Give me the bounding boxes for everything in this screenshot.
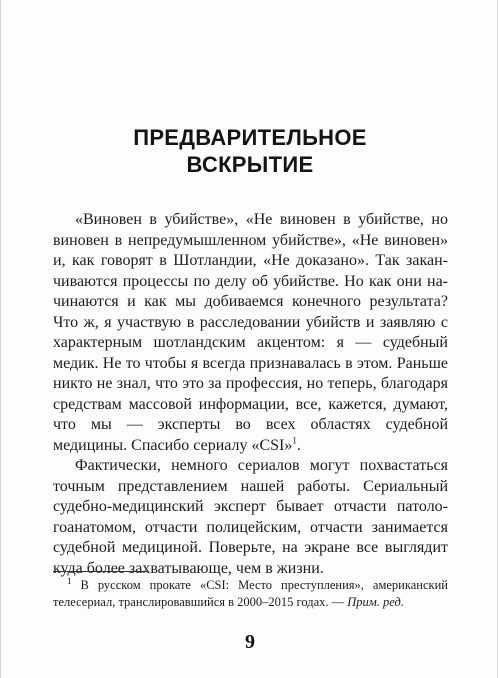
footnote xyxy=(53,577,448,610)
footnote-body: В русском прокате «CSI: Место преступления», американский телесериал, транслировавшийся в 2000–2015 годах. — xyxy=(53,578,448,609)
editor-note: Прим. ред. xyxy=(347,594,404,609)
chapter-title-line-2: ВСКРЫТИЕ xyxy=(186,152,314,177)
chapter-title-line-1: ПРЕДВАРИТЕЛЬНОЕ xyxy=(133,125,367,150)
footnote-separator xyxy=(53,571,147,572)
paragraph-2: Фактически, немного сериалов могут похвастаться точным представлением нашей работы. Сериальный судебно-медицинский эксперт бывает отчасти патологоанатомом, отчасти полицейским, отчасти занимается судебной медициной. Поверьте, на экране все выглядит куда более захватывающе, чем в жизни. xyxy=(53,457,448,577)
chapter-title xyxy=(1,124,498,178)
chapter-body xyxy=(53,210,448,579)
footnote-reference: 1 xyxy=(292,435,297,446)
paragraph-1-tail: . xyxy=(296,436,301,454)
paragraph-1 xyxy=(53,210,448,456)
page-number: 9 xyxy=(245,631,255,653)
paragraph-1-text: «Виновен в убийстве», «Не виновен в убийстве, но виновен в непредумышленном убийстве», «Не виновен» и, как говорят в Шотландии, «Не доказано». Так заканчиваются процессы по делу об убийстве. Но как они начинаются и как мы добиваемся конечного результата? Что ж, я участвую в расследовании убийств и заявляю с характерным шотландским акцентом: я — судебный медик. Не то чтобы я всегда признавалась в этом. Раньше никто не знал, что это за профессия, но теперь, благодаря средствам массовой информации, все, кажется, думают, что мы — эксперты во всех областях судебной медицины. Спасибо сериалу «CSI» xyxy=(53,211,448,454)
footnote-marker: 1 xyxy=(67,575,72,586)
footnote-text xyxy=(53,577,448,610)
